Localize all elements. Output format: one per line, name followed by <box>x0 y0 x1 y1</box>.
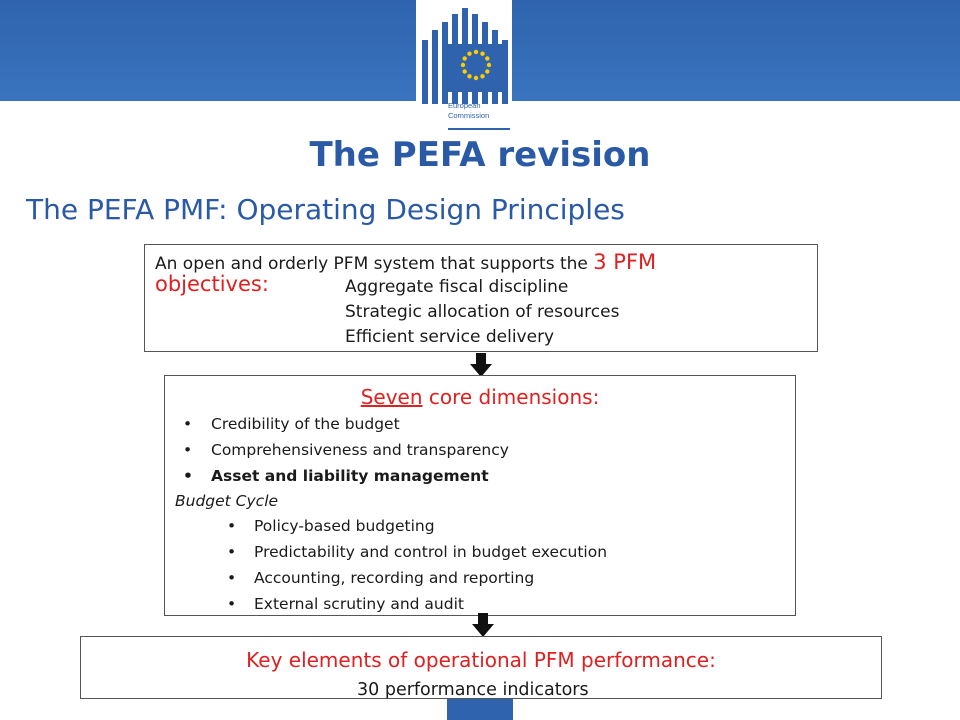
arrow-down-icon <box>472 613 494 637</box>
page-title: The PEFA revision <box>309 135 651 175</box>
european-commission-logo <box>416 0 512 135</box>
cycle-item-label: Predictability and control in budget execution <box>254 543 608 561</box>
objectives-highlight: 3 PFM <box>593 250 657 274</box>
cycle-item-label: Accounting, recording and reporting <box>254 569 535 587</box>
budget-cycle-list <box>227 513 608 617</box>
list-item <box>227 591 607 617</box>
bullet-icon: • <box>183 467 193 485</box>
list-item <box>227 539 608 565</box>
logo-text-european: European <box>448 101 481 110</box>
objectives-box <box>144 244 818 352</box>
dimension-label: Comprehensiveness and transparency <box>211 441 509 459</box>
bullet-icon: • <box>183 441 193 459</box>
bullet-icon: • <box>227 517 237 535</box>
objective-item: Aggregate fiscal discipline <box>345 277 569 297</box>
list-item <box>227 513 607 539</box>
logo-underline <box>448 128 510 130</box>
core-dimensions-heading <box>165 383 795 411</box>
page-subtitle: The PEFA PMF: Operating Design Principles <box>26 193 625 226</box>
key-elements-heading: Key elements of operational PFM performance: <box>246 648 716 672</box>
dimension-label: Asset and liability management <box>211 467 489 485</box>
list-item <box>183 437 509 463</box>
bullet-icon: • <box>227 569 237 587</box>
key-elements-subtext: 30 performance indicators <box>357 680 589 700</box>
cycle-item-label: Policy-based budgeting <box>254 517 435 535</box>
cycle-item-label: External scrutiny and audit <box>254 595 464 613</box>
core-dimensions-box <box>164 375 796 616</box>
logo-text-commission: Commission <box>448 111 490 120</box>
list-item <box>227 565 607 591</box>
bullet-icon: • <box>227 543 237 561</box>
list-item <box>183 463 509 489</box>
core-dimensions-list <box>183 411 509 489</box>
key-elements-box <box>80 636 882 699</box>
objectives-label: objectives: <box>155 272 269 296</box>
arrow-down-icon <box>470 353 492 377</box>
objectives-intro-text: An open and orderly PFM system that supports the <box>155 254 594 274</box>
list-item <box>183 411 509 437</box>
dimension-label: Credibility of the budget <box>211 415 400 433</box>
core-dimensions-heading-underlined: Seven <box>360 385 423 409</box>
objective-item: Strategic allocation of resources <box>345 302 620 322</box>
core-dimensions-heading-rest: core dimensions: <box>422 385 600 409</box>
budget-cycle-label: Budget Cycle <box>175 492 279 510</box>
bullet-icon: • <box>183 415 193 433</box>
bullet-icon: • <box>227 595 237 613</box>
objectives-list <box>345 275 619 350</box>
objective-item: Efficient service delivery <box>345 327 555 347</box>
